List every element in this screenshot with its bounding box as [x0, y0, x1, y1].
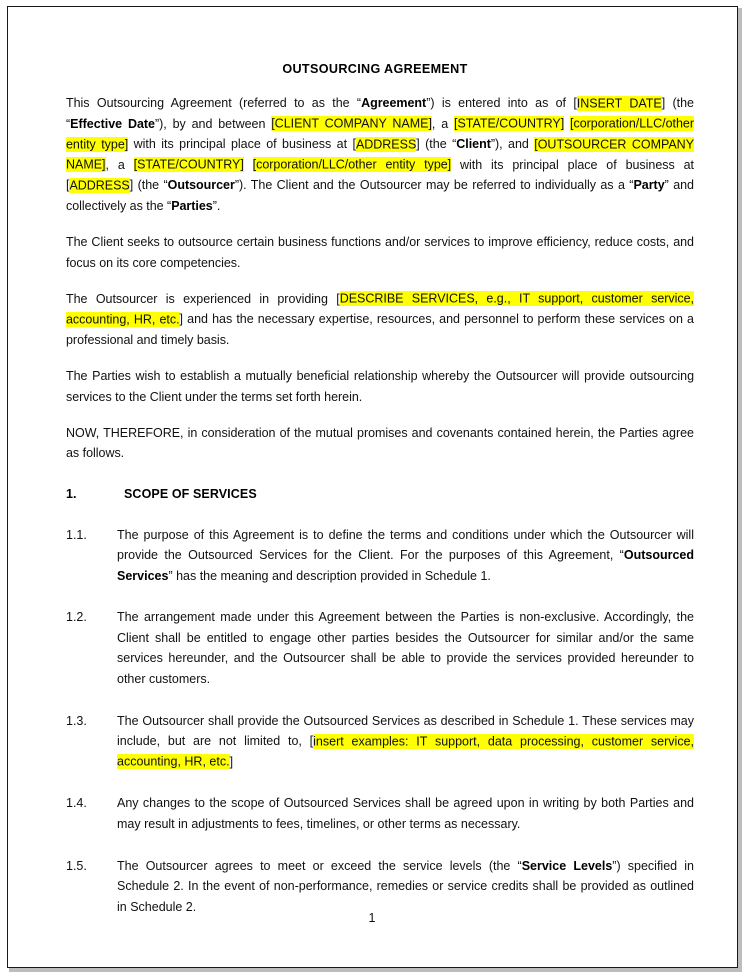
placeholder-entity-type-1: [corporation/LLC/other entity type] — [66, 116, 694, 152]
para1-text-8: ] (the “ — [416, 137, 457, 152]
para1-text-13: ] (the “ — [129, 178, 168, 193]
placeholder-state-country-2: [STATE/COUNTRY] — [133, 157, 244, 172]
clause-text — [117, 525, 694, 587]
page-number: 1 — [368, 911, 376, 925]
clause-number: 1.5. — [66, 858, 87, 873]
section-heading-1 — [66, 484, 694, 505]
placeholder-state-country-1: [STATE/COUNTRY] — [454, 116, 565, 131]
defined-term-parties: Parties — [171, 198, 213, 213]
clause-1-2 — [66, 607, 694, 689]
clause-1-5 — [66, 856, 694, 918]
para1-text-10: , a — [105, 157, 134, 172]
defined-term-service-levels: Service Levels — [521, 858, 613, 873]
para1-text-11 — [244, 158, 253, 172]
para1-text-1: This Outsourcing Agreement (referred to as the “ — [66, 96, 362, 110]
para3-text-2: ] and has the necessary expertise, resources, and personnel to perform these services on a professional and timely basis. — [66, 312, 694, 347]
placeholder-entity-type-2: [corporation/LLC/other entity type] — [252, 157, 452, 172]
clause-1-3 — [66, 711, 694, 773]
clause-number: 1.1. — [66, 527, 87, 542]
clause-1-1-text-1: The purpose of this Agreement is to define the terms and conditions under which the Outsourcer will provide the Outsourced Services for the Client. For the purposes of this Agreement, “ — [117, 527, 694, 563]
para1-text-5: , a — [431, 116, 455, 131]
clause-1-5-text-2: ”) specified in Schedule 2. In the event of non-performance, remedies or service credits shall be provided as outlined in Schedule 2. — [117, 858, 695, 914]
preamble-paragraph-5: NOW, THEREFORE, in consideration of the mutual promises and covenants contained herein, the Parties agree as follows. — [66, 425, 694, 461]
para1-text-4: ”), by and between — [154, 116, 272, 131]
placeholder-address-2: ADDRESS — [69, 178, 130, 193]
clause-number: 1.3. — [66, 713, 87, 728]
clause-number: 1.4. — [66, 796, 87, 811]
defined-term-effective-date: Effective Date — [70, 116, 155, 131]
para1-text-3: ] (the “ — [66, 96, 694, 131]
clause-number: 1.2. — [66, 610, 87, 625]
defined-term-outsourced-services: Outsourced Services — [117, 548, 694, 583]
para3-text-1: The Outsourcer is experienced in providing [ — [66, 291, 340, 306]
para1-text-15: ” and collectively as the “ — [66, 178, 694, 213]
placeholder-address-1: ADDRESS — [355, 137, 417, 152]
section-number: 1. — [66, 486, 77, 501]
preamble-paragraph-4: The Parties wish to establish a mutually beneficial relationship whereby the Outsourcer will provide outsourcing services to the Client under the terms set forth herein. — [66, 369, 694, 404]
clause-1-3-text-2: ] — [229, 754, 234, 769]
placeholder-outsourcer-company-name: [OUTSOURCER COMPANY NAME] — [66, 137, 695, 172]
preamble-paragraph-3 — [66, 289, 694, 351]
para1-text-7: with its principal place of business at [ — [128, 137, 356, 152]
placeholder-insert-examples: insert examples: IT support, data processing, customer service, accounting, HR, etc. — [117, 734, 695, 769]
defined-term-party: Party — [633, 178, 665, 193]
placeholder-client-company-name: [CLIENT COMPANY NAME] — [271, 116, 432, 131]
defined-term-agreement: Agreement — [361, 96, 427, 110]
para1-text-9: ”), and — [490, 137, 535, 152]
clause-1-5-text-1: The Outsourcer agrees to meet or exceed the service levels (the “ — [117, 858, 522, 873]
clause-1-1 — [66, 525, 694, 587]
clause-1-3-text-1: The Outsourcer shall provide the Outsourced Services as described in Schedule 1. These services may include, but are not limited to, [ — [117, 713, 694, 749]
page-title: OUTSOURCING AGREEMENT — [282, 62, 468, 76]
para1-text-14: ”). The Client and the Outsourcer may be referred to individually as a “ — [234, 178, 634, 193]
clause-1-4 — [66, 793, 694, 834]
section-title: SCOPE OF SERVICES — [124, 486, 257, 501]
defined-term-outsourcer: Outsourcer — [167, 178, 235, 193]
para1-text-12: with its principal place of business at [ — [66, 157, 695, 193]
para1-text-16: ”. — [212, 198, 221, 213]
defined-term-client: Client — [456, 137, 491, 152]
clause-1-1-text-2: ” has the meaning and description provided in Schedule 1. — [168, 568, 491, 583]
clause-text — [117, 856, 694, 918]
preamble-paragraph-2: The Client seeks to outsource certain business functions and/or services to improve efficiency, reduce costs, and focus on its core competencies. — [66, 235, 694, 270]
para1-text-2: ”) is entered into as of [ — [426, 96, 577, 110]
clause-text: Any changes to the scope of Outsourced Services shall be agreed upon in writing by both Parties and may result in adjustments to fees, timelines, or other terms as necessary. — [117, 796, 694, 832]
clause-text: The arrangement made under this Agreement between the Parties is non-exclusive. Accordingly, the Client shall be entitled to engage other parties besides the Outsourcer for similar and/or the same services hereunder, and the Outsourcer shall be able to provide the services provided hereunder to other customers. — [117, 610, 694, 687]
placeholder-describe-services: DESCRIBE SERVICES, e.g., IT support, customer service, accounting, HR, etc. — [66, 291, 695, 327]
clause-text — [117, 711, 694, 773]
preamble-paragraph-1 — [66, 93, 694, 217]
placeholder-insert-date: INSERT DATE — [576, 96, 662, 110]
